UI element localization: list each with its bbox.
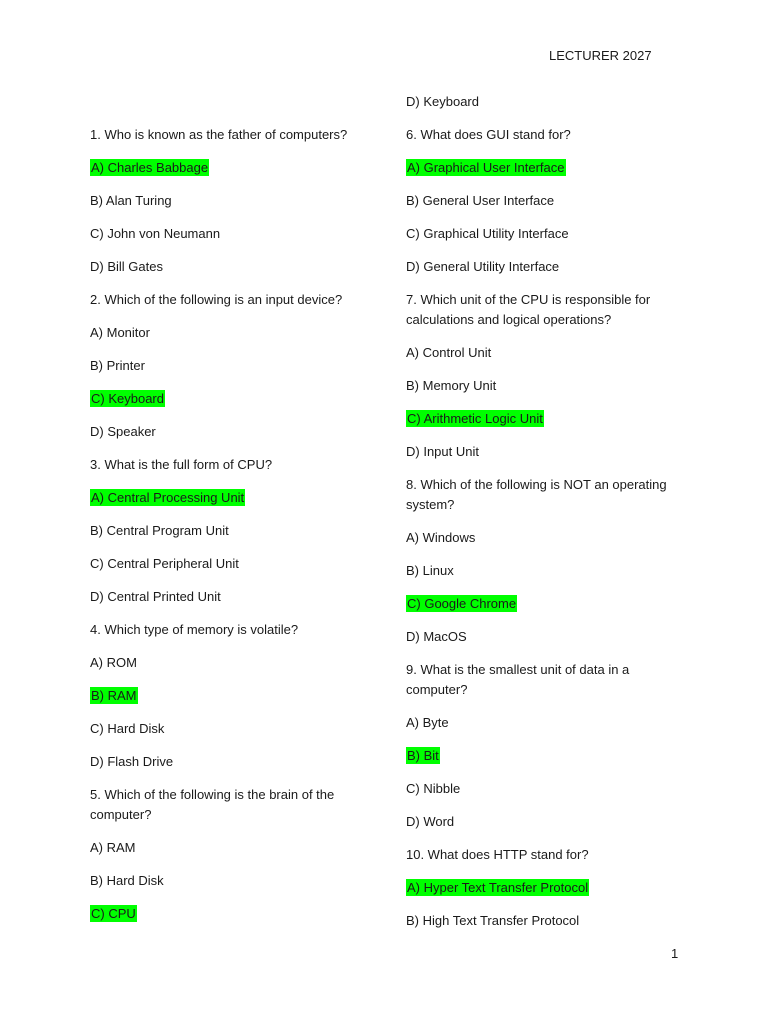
line-text: A) Windows xyxy=(406,530,476,545)
answer-option xyxy=(90,191,358,211)
answer-option xyxy=(406,257,676,277)
question-text xyxy=(406,845,676,865)
line-text: C) Central Peripheral Unit xyxy=(90,556,239,571)
highlighted-answer-text: C) CPU xyxy=(91,906,136,921)
line-text: C) Graphical Utility Interface xyxy=(406,226,569,241)
answer-option xyxy=(90,323,358,343)
line-text: D) Speaker xyxy=(90,424,156,439)
answer-option xyxy=(406,561,676,581)
highlighted-answer-text: B) Bit xyxy=(407,748,439,763)
line-text: D) Keyboard xyxy=(406,94,479,109)
question-text xyxy=(90,455,358,475)
line-text: B) Memory Unit xyxy=(406,378,497,393)
answer-option xyxy=(406,442,676,462)
question-text xyxy=(406,660,676,700)
correct-answer-option xyxy=(90,158,358,178)
highlighted-answer-text: A) Hyper Text Transfer Protocol xyxy=(407,880,589,895)
line-text: 6. What does GUI stand for? xyxy=(406,127,571,142)
question-text xyxy=(90,290,358,310)
answer-option xyxy=(90,871,358,891)
line-text: 7. Which unit of the CPU is responsible for calculations and logical operations? xyxy=(406,292,651,327)
line-text: 8. Which of the following is NOT an operating system? xyxy=(406,477,667,512)
line-text: C) John von Neumann xyxy=(90,226,221,241)
correct-answer-option xyxy=(90,389,358,409)
answer-option xyxy=(90,554,358,574)
highlighted-answer-text: C) Arithmetic Logic Unit xyxy=(407,411,543,426)
question-text xyxy=(90,620,358,640)
document-header: LECTURER 2027 xyxy=(549,48,652,63)
line-text: 10. What does HTTP stand for? xyxy=(406,847,589,862)
answer-option xyxy=(90,356,358,376)
highlighted-answer-text: A) Graphical User Interface xyxy=(407,160,565,175)
answer-option xyxy=(90,653,358,673)
correct-answer-option xyxy=(406,409,676,429)
answer-option xyxy=(406,224,676,244)
question-text xyxy=(90,785,358,825)
line-text: A) Monitor xyxy=(90,325,150,340)
answer-option xyxy=(406,812,676,832)
answer-option xyxy=(90,838,358,858)
line-text: B) Alan Turing xyxy=(90,193,172,208)
highlighted-answer-text: A) Charles Babbage xyxy=(91,160,209,175)
line-text: 5. Which of the following is the brain of the computer? xyxy=(90,787,335,822)
page-number: 1 xyxy=(671,946,679,961)
answer-option xyxy=(90,719,358,739)
line-text: D) Central Printed Unit xyxy=(90,589,221,604)
answer-option xyxy=(406,627,676,647)
line-text: D) Flash Drive xyxy=(90,754,174,769)
correct-answer-option xyxy=(406,746,676,766)
answer-option xyxy=(406,92,676,112)
answer-option xyxy=(406,528,676,548)
line-text: 2. Which of the following is an input device? xyxy=(90,292,343,307)
highlighted-answer-text: C) Keyboard xyxy=(91,391,164,406)
line-text: B) Linux xyxy=(406,563,454,578)
answer-option xyxy=(406,779,676,799)
line-text: 3. What is the full form of CPU? xyxy=(90,457,273,472)
answer-option xyxy=(90,521,358,541)
correct-answer-option xyxy=(90,488,358,508)
answer-option xyxy=(90,587,358,607)
line-text: B) General User Interface xyxy=(406,193,555,208)
answer-option xyxy=(406,376,676,396)
line-text: C) Nibble xyxy=(406,781,461,796)
line-text: A) ROM xyxy=(90,655,137,670)
correct-answer-option xyxy=(406,878,676,898)
correct-answer-option xyxy=(90,686,358,706)
correct-answer-option xyxy=(406,594,676,614)
line-text: C) Hard Disk xyxy=(90,721,165,736)
line-text: D) Input Unit xyxy=(406,444,479,459)
answer-option xyxy=(406,343,676,363)
line-text: D) Bill Gates xyxy=(90,259,163,274)
line-text: B) Central Program Unit xyxy=(90,523,229,538)
line-text: 1. Who is known as the father of computers? xyxy=(90,127,348,142)
answer-option xyxy=(90,257,358,277)
line-text: A) Byte xyxy=(406,715,449,730)
line-text: 4. Which type of memory is volatile? xyxy=(90,622,299,637)
left-column xyxy=(90,125,358,937)
line-text: B) High Text Transfer Protocol xyxy=(406,913,580,928)
question-text xyxy=(406,125,676,145)
right-column xyxy=(406,92,676,944)
line-text: A) Control Unit xyxy=(406,345,492,360)
highlighted-answer-text: C) Google Chrome xyxy=(407,596,517,611)
line-text: D) MacOS xyxy=(406,629,467,644)
answer-option xyxy=(90,752,358,772)
correct-answer-option xyxy=(406,158,676,178)
line-text: D) Word xyxy=(406,814,455,829)
answer-option xyxy=(406,713,676,733)
answer-option xyxy=(90,224,358,244)
question-text xyxy=(406,475,676,515)
answer-option xyxy=(406,911,676,931)
line-text: D) General Utility Interface xyxy=(406,259,560,274)
line-text: 9. What is the smallest unit of data in a computer? xyxy=(406,662,630,697)
answer-option xyxy=(406,191,676,211)
question-text xyxy=(406,290,676,330)
question-text xyxy=(90,125,358,145)
highlighted-answer-text: B) RAM xyxy=(91,688,137,703)
line-text: B) Hard Disk xyxy=(90,873,164,888)
correct-answer-option xyxy=(90,904,358,924)
line-text: A) RAM xyxy=(90,840,136,855)
highlighted-answer-text: A) Central Processing Unit xyxy=(91,490,245,505)
line-text: B) Printer xyxy=(90,358,145,373)
answer-option xyxy=(90,422,358,442)
